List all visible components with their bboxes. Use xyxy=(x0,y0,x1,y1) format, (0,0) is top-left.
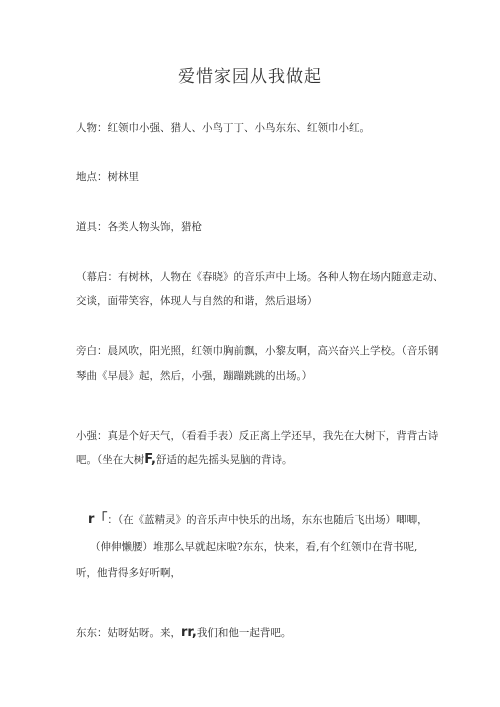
xiaoqiang-line-2-start: 吧。（坐在大树 xyxy=(76,454,145,466)
narration-line-2: 琴曲《早晨》起，然后，小强，蹦蹦跳跳的出场。） xyxy=(76,370,313,382)
xiaoqiang-line-2-mark: F, xyxy=(144,452,156,467)
stage-direction-line-1: （幕启：有树林，人物在《春晓》的音乐声中上场。各种人物在场内随意走动、 xyxy=(76,271,444,283)
xiaoqiang-line-2-end: 舒适的起先摇头晃脑的背诗。 xyxy=(155,454,293,466)
xiaoqiang-line-2 xyxy=(76,452,456,468)
props-line: 道具：各类人物头饰，猎枪 xyxy=(76,221,202,233)
location-line: 地点：树林里 xyxy=(76,171,139,183)
stage-direction-line-2: 交谈，面带笑容，体现人与自然的和谐，然后退场） xyxy=(76,295,318,307)
dingding-line-3: 听，他背得多好听啊， xyxy=(76,567,181,579)
dingding-line-1-mark: r「 xyxy=(88,512,108,527)
dingding-line-1-text: ：（在《蓝精灵》的音乐声中快乐的出场，东东也随后飞出场）唧唧， xyxy=(107,514,428,526)
xiaoqiang-line-1: 小强：真是个好天气，（看看手表）反正离上学还早，我先在大树下，背背古诗 xyxy=(76,430,439,442)
characters-line: 人物：红领巾小强、猎人、小鸟丁丁、小鸟东东、红领巾小红。 xyxy=(76,122,370,134)
dongdong-line xyxy=(76,625,456,641)
narration-line-1: 旁白：晨风吹，阳光照，红领巾胸前飘，小黎友啊，高兴奋兴上学校。（音乐钢 xyxy=(76,345,439,357)
document-title: 爱惜家园从我做起 xyxy=(178,67,322,87)
dongdong-line-mark: rr, xyxy=(181,625,197,640)
dongdong-line-end: 我们和他一起背吧。 xyxy=(196,627,292,639)
dongdong-line-start: 东东：姑呀姑呀。来， xyxy=(76,627,181,639)
dingding-line-2: （伸伸懒腰）堆那么早就起床啦?东东，快来，看,有个红领巾在背书呢, xyxy=(90,541,418,553)
dingding-line-1 xyxy=(88,512,468,528)
